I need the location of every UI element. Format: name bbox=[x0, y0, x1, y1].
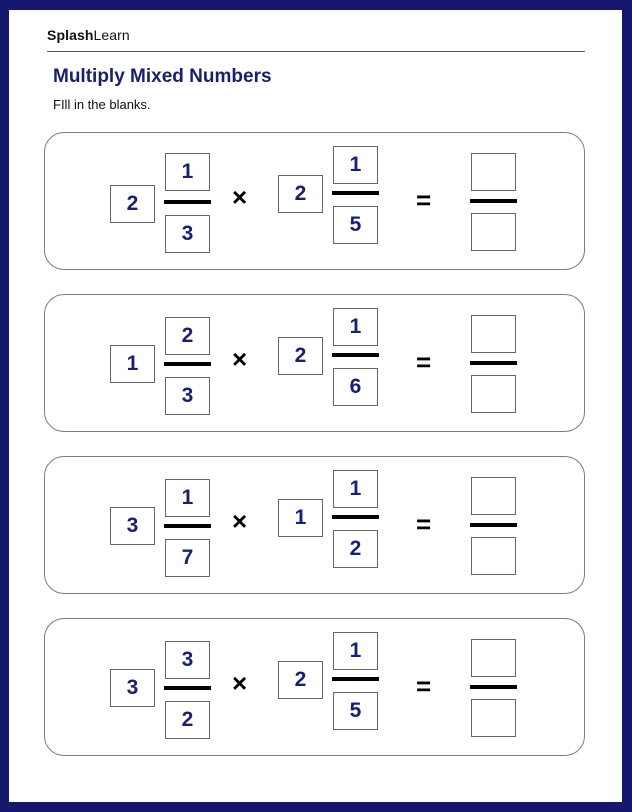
b-whole-box: 1 bbox=[278, 499, 323, 537]
answer-numerator-input[interactable] bbox=[471, 153, 516, 191]
brand-bold: Splash bbox=[47, 27, 94, 43]
b-denominator-box: 2 bbox=[333, 530, 378, 568]
problem-card bbox=[44, 132, 585, 270]
b-numerator-box: 1 bbox=[333, 146, 378, 184]
b-fraction-bar bbox=[332, 191, 379, 195]
header-divider bbox=[47, 51, 585, 52]
equals-symbol: = bbox=[416, 347, 432, 377]
a-whole-box: 3 bbox=[110, 669, 155, 707]
problem-card bbox=[44, 294, 585, 432]
a-denominator-box: 7 bbox=[165, 539, 210, 577]
b-denominator-box: 5 bbox=[333, 206, 378, 244]
a-whole-box: 3 bbox=[110, 507, 155, 545]
times-symbol: × bbox=[232, 506, 248, 536]
b-whole-box: 2 bbox=[278, 661, 323, 699]
answer-numerator-input[interactable] bbox=[471, 315, 516, 353]
worksheet-page bbox=[9, 10, 622, 802]
times-symbol: × bbox=[232, 182, 248, 212]
answer-fraction-bar bbox=[470, 361, 517, 365]
equals-symbol: = bbox=[416, 671, 432, 701]
times-symbol: × bbox=[232, 668, 248, 698]
instructions: FIll in the blanks. bbox=[53, 97, 151, 112]
a-whole-box: 1 bbox=[110, 345, 155, 383]
a-numerator-box: 1 bbox=[165, 479, 210, 517]
problem-card bbox=[44, 456, 585, 594]
page-title: Multiply Mixed Numbers bbox=[53, 66, 272, 87]
brand-light: Learn bbox=[93, 27, 130, 43]
b-denominator-box: 6 bbox=[333, 368, 378, 406]
a-fraction-bar bbox=[164, 362, 211, 366]
times-symbol: × bbox=[232, 344, 248, 374]
a-denominator-box: 3 bbox=[165, 215, 210, 253]
b-numerator-box: 1 bbox=[333, 632, 378, 670]
a-numerator-box: 3 bbox=[165, 641, 210, 679]
a-fraction-bar bbox=[164, 686, 211, 690]
b-whole-box: 2 bbox=[278, 175, 323, 213]
a-denominator-box: 2 bbox=[165, 701, 210, 739]
a-fraction-bar bbox=[164, 200, 211, 204]
a-numerator-box: 2 bbox=[165, 317, 210, 355]
a-whole-box: 2 bbox=[110, 185, 155, 223]
a-numerator-box: 1 bbox=[165, 153, 210, 191]
b-whole-box: 2 bbox=[278, 337, 323, 375]
answer-denominator-input[interactable] bbox=[471, 375, 516, 413]
brand-logo bbox=[47, 27, 130, 43]
answer-fraction-bar bbox=[470, 199, 517, 203]
answer-denominator-input[interactable] bbox=[471, 213, 516, 251]
answer-denominator-input[interactable] bbox=[471, 537, 516, 575]
answer-denominator-input[interactable] bbox=[471, 699, 516, 737]
a-denominator-box: 3 bbox=[165, 377, 210, 415]
answer-fraction-bar bbox=[470, 523, 517, 527]
b-fraction-bar bbox=[332, 353, 379, 357]
answer-numerator-input[interactable] bbox=[471, 477, 516, 515]
equals-symbol: = bbox=[416, 509, 432, 539]
b-fraction-bar bbox=[332, 677, 379, 681]
b-fraction-bar bbox=[332, 515, 379, 519]
problem-card bbox=[44, 618, 585, 756]
b-denominator-box: 5 bbox=[333, 692, 378, 730]
b-numerator-box: 1 bbox=[333, 308, 378, 346]
a-fraction-bar bbox=[164, 524, 211, 528]
b-numerator-box: 1 bbox=[333, 470, 378, 508]
answer-fraction-bar bbox=[470, 685, 517, 689]
equals-symbol: = bbox=[416, 185, 432, 215]
answer-numerator-input[interactable] bbox=[471, 639, 516, 677]
